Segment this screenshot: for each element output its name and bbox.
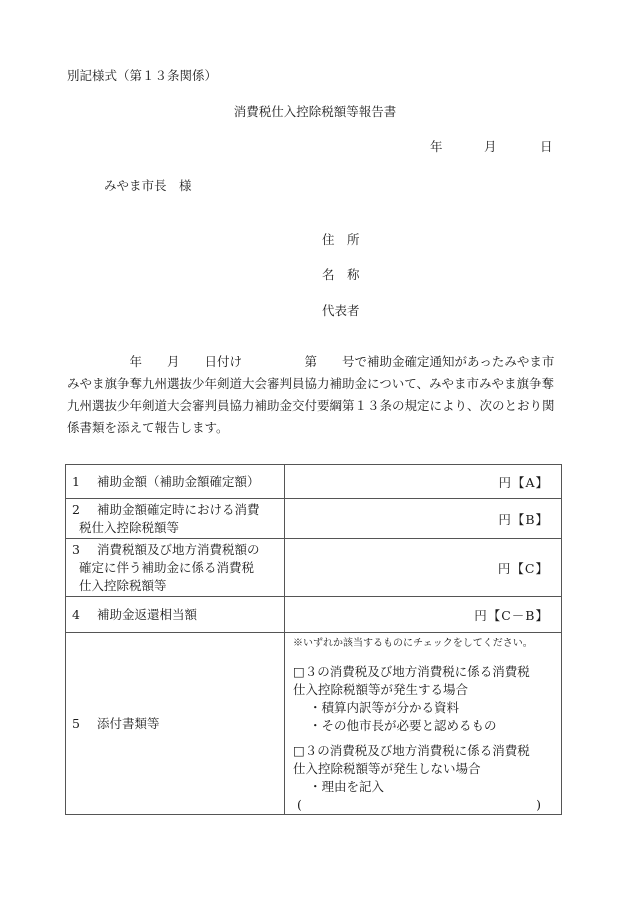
row-number: 5 — [72, 715, 80, 731]
row-label-continuation: 確定に伴う補助金に係る消費税 — [79, 559, 255, 575]
attachment-item: ・理由を記入 — [309, 779, 385, 794]
row-label — [66, 499, 285, 539]
form-reference: 別記様式（第１３条関係） — [67, 68, 218, 83]
reason-paren-open: ( — [297, 797, 302, 812]
row-number: 2 — [72, 501, 80, 517]
row-label-text: 補助金額（補助金額確定額） — [97, 473, 260, 489]
amount-cell[interactable]: 円【C－B】 — [285, 597, 562, 633]
table-row — [66, 633, 562, 815]
row-number: 1 — [72, 473, 80, 489]
spacer — [293, 735, 555, 742]
amount-cell[interactable]: 円【A】 — [285, 465, 562, 499]
date-month-label: 月 — [484, 139, 497, 154]
row-label-text: 補助金返還相当額 — [97, 606, 198, 622]
reason-paren-close: ) — [536, 797, 541, 812]
row-number: 3 — [72, 541, 80, 557]
report-date — [430, 137, 553, 155]
row-label-text: 添付書類等 — [97, 715, 160, 731]
amount-cell[interactable]: 円【B】 — [285, 499, 562, 539]
row-label-continuation: 税仕入控除税額等 — [79, 519, 180, 535]
option-checkbox-applicable[interactable]: □３の消費税及び地方消費税に係る消費税 — [293, 664, 530, 679]
row-label-continuation: 仕入控除税額等 — [79, 577, 167, 593]
attachment-item: ・積算内訳等が分かる資料 — [309, 700, 460, 715]
table-row — [66, 597, 562, 633]
option-not-applicable-continuation: 仕入控除税額等が発生しない場合 — [293, 761, 481, 776]
sender-address-label: 住 所 — [322, 232, 360, 247]
attachment-item: ・その他市長が必要と認めるもの — [309, 718, 497, 733]
attachments-cell — [285, 633, 562, 815]
row-label — [66, 633, 285, 815]
date-year-label: 年 — [430, 139, 443, 154]
report-table — [65, 464, 562, 815]
row-label-text: 消費税額及び地方消費税額の — [97, 541, 260, 557]
addressee: みやま市長 様 — [104, 178, 192, 193]
date-day-label: 日 — [540, 139, 553, 154]
checkbox-instruction-note: ※いずれか該当するものにチェックをしてください。 — [293, 638, 533, 649]
row-label-text: 補助金額確定時における消費 — [97, 501, 260, 517]
document-title: 消費税仕入控除税額等報告書 — [233, 104, 397, 119]
report-body-paragraph: 年 月 日付け 第 号で補助金確定通知があったみやま市みやま旗争奪九州選抜少年剣道大会審判員協力補助金について、みやま市みやま旗争奪九州選抜少年剣道大会審判員協力補助金交付要綱第１３条の規定により、次のとおり関係書類を添えて報告します。 — [67, 354, 555, 435]
row-number: 4 — [72, 606, 80, 622]
option-applicable-continuation: 仕入控除税額等が発生する場合 — [293, 682, 469, 697]
reason-entry-field[interactable] — [293, 796, 555, 814]
row-label — [66, 465, 285, 499]
table-row — [66, 465, 562, 499]
option-checkbox-not-applicable[interactable]: □３の消費税及び地方消費税に係る消費税 — [293, 743, 530, 758]
sender-representative-label: 代表者 — [322, 303, 360, 318]
table-row — [66, 499, 562, 539]
table-row — [66, 539, 562, 597]
row-label — [66, 539, 285, 597]
row-label — [66, 597, 285, 633]
amount-cell[interactable]: 円【C】 — [285, 539, 562, 597]
sender-name-label: 名 称 — [322, 267, 360, 282]
